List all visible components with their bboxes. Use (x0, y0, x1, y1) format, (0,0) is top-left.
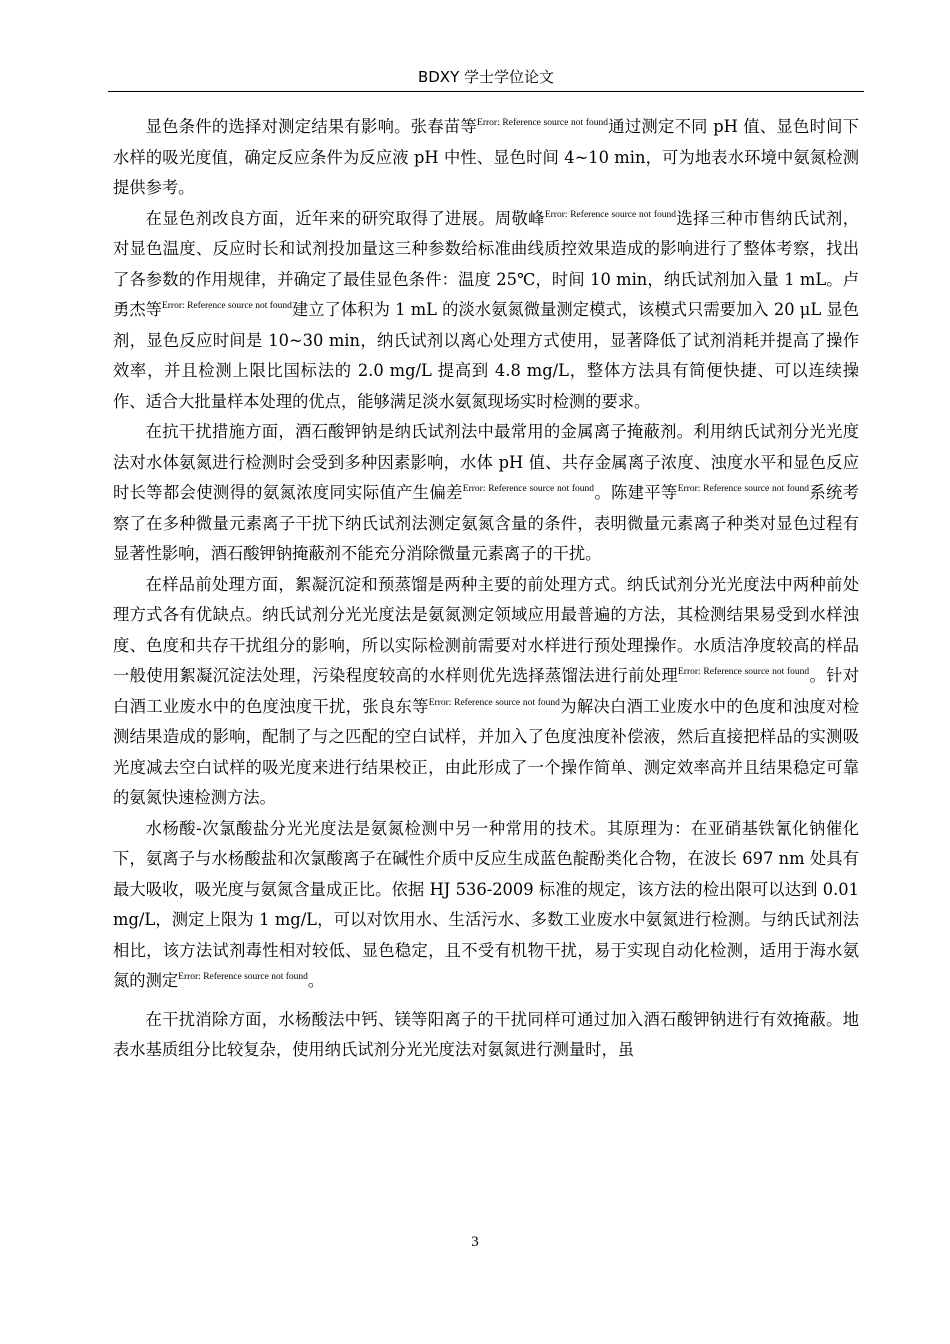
header-title: BDXY 学士学位论文 (417, 68, 555, 86)
document-body (113, 112, 859, 1066)
paragraph-3: 在抗干扰措施方面，酒石酸钾钠是纳氏试剂法中最常用的金属离子掩蔽剂。利用纳氏试剂分光光度法对水体氨氮进行检测时会受到多种因素影响，水体 pH 值、共存金属离子浓度、浊度水平和显色反应时长等都会使测得的氨氮浓度同实际值产生偏差$^{Error: Reference source not found}$。陈建平等$^{Error: Reference source not found}$系统考察了在多种微量元素离子干扰下纳氏试剂法测定氨氮含量的条件，表明微量元素离子种类对显色过程有显著性影响，酒石酸钾钠掩蔽剂不能充分消除微量元素离子的干扰。 (113, 422, 859, 563)
reference-error: Error: Reference source not found (544, 209, 676, 220)
paragraph-4: 在样品前处理方面，絮凝沉淀和预蒸馏是两种主要的前处理方式。纳氏试剂分光光度法中两种前处理方式各有优缺点。纳氏试剂分光光度法是氨氮测定领域应用最普遍的方法，其检测结果易受到水样浊度、色度和共存干扰组分的影响，所以实际检测前需要对水样进行预处理操作。水质洁净度较高的样品一般使用絮凝沉淀法处理，污染程度较高的水样则优先选择蒸馏法进行前处理$^{Error: Reference source not found}$。针对白酒工业废水中的色度浊度干扰，张良东等$^{Error: Reference source not found}$为解决白酒工业废水中的色度和浊度对检测结果造成的影响，配制了与之匹配的空白试样，并加入了色度浊度补偿液，然后直接把样品的实测吸光度减去空白试样的吸光度来进行结果校正，由此形成了一个操作简单、测定效率高并且结果稳定可靠的氨氮快速检测方法。 (113, 574, 859, 807)
paragraph-2: 在显色剂改良方面，近年来的研究取得了进展。周敬峰$^{Error: Reference source not found}$选择三种市售纳氏试剂，对显色温度、反应时长和试剂投加量这三种参数给标准曲线质控效果造成的影响进行了整体考察，找出了各参数的作用规律，并确定了最佳显色条件：温度 25℃，时间 10 min，纳氏试剂加入量 1 mL。卢勇杰等$^{Error: Reference source not found}$建立了体积为 1 mL 的淡水氨氮微量测定模式，该模式只需要加入 20 μL 显色剂，显色反应时间是 10~30 min，纳氏试剂以离心处理方式使用，显著降低了试剂消耗并提高了操作效率，并且检测上限比国标法的 2.0 mg/L 提高到 4.8 mg/L，整体方法具有简便快捷、可以连续操作、适合大批量样本处理的优点，能够满足淡水氨氮现场实时检测的要求。 (113, 208, 859, 411)
paragraph-1: 显色条件的选择对测定结果有影响。张春苗等$^{Error: Reference source not found}$通过测定不同 pH 值、显色时间下水样的吸光度值，确定反应条件为反应液 pH 中性、显色时间 4~10 min，可为地表水环境中氨氮检测提供参考。 (113, 117, 859, 197)
reference-error: Error: Reference source not found (462, 484, 595, 494)
reference-error: Error: Reference source not found (477, 118, 608, 128)
page-header (108, 64, 864, 92)
paragraph-5: 水杨酸-次氯酸盐分光光度法是氨氮检测中另一种常用的技术。其原理为：在亚硝基铁氰化钠催化下，氨离子与水杨酸盐和次氯酸离子在碱性介质中反应生成蓝色靛酚类化合物，在波长 697 nm 处具有最大吸收，吸光度与氨氮含量成正比。依据 HJ 536-2009 标准的规定，该方法的检出限可以达到 0.01 mg/L，测定上限为 1 mg/L，可以对饮用水、生活污水、多数工业废水中氨氮进行检测。与纳氏试剂法相比，该方法试剂毒性相对较低、显色稳定，且不受有机物干扰，易于实现自动化检测，适用于海水氨氮的测定$^{Error: Reference source not found}$。 (113, 818, 859, 990)
paragraph-6: 在干扰消除方面，水杨酸法中钙、镁等阳离子的干扰同样可通过加入酒石酸钾钠进行有效掩蔽。地表水基质组分比较复杂，使用纳氏试剂分光光度法对氨氮进行测量时，虽 (113, 1009, 859, 1059)
page-number: 3 (471, 1234, 479, 1250)
reference-error: Error: Reference source not found (428, 697, 560, 708)
reference-error: Error: Reference source not found (178, 972, 308, 982)
reference-error: Error: Reference source not found (678, 667, 810, 677)
reference-error: Error: Reference source not found (161, 301, 292, 311)
reference-error: Error: Reference source not found (677, 484, 809, 494)
